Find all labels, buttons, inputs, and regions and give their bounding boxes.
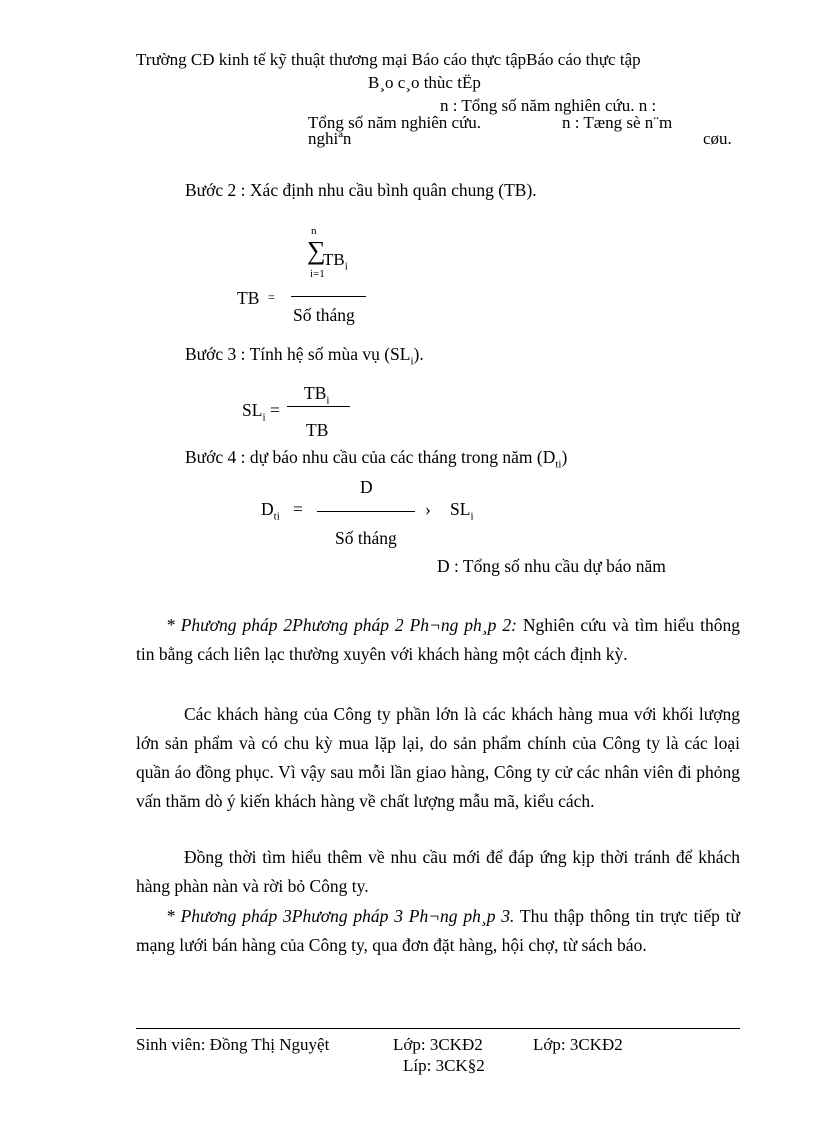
step-2-heading: Bước 2 : Xác định nhu cầu bình quân chung (TB). — [185, 180, 537, 200]
footer-divider — [136, 1028, 740, 1029]
paragraph-method-2: * Phương pháp 2Phương pháp 2 Ph¬ng ph¸p 2: Nghiên cứu và tìm hiểu thông tin bằng cách liên lạc thường xuyên với khách hàng một cách định kỳ. — [136, 615, 740, 664]
footer-class-2: Lớp: 3CKĐ2 — [533, 1035, 623, 1054]
formula3-equals: = — [293, 499, 303, 519]
footer-student: Sinh viên: Đồng Thị Nguyệt — [136, 1035, 330, 1054]
paragraph-method-3: * Phương pháp 3Phương pháp 3 Ph¬ng ph¸p 3. Thu thập thông tin trực tiếp từ mạng lưới bán hàng của Công ty, qua đơn đặt hàng, hội chợ, từ sách báo. — [136, 906, 740, 955]
formula2-denominator: TB — [306, 420, 329, 440]
header-school-line: Trường CĐ kinh tế kỹ thuật thương mại Báo cáo thực tậpBáo cáo thực tập — [136, 50, 641, 69]
formula3-lhs: $D_{ti}$ — [261, 499, 280, 523]
sigma-symbol: ∑ — [307, 236, 326, 265]
formula2-lhs: $SL_i$ = — [242, 400, 280, 424]
header-note-left-2: nghiªn — [308, 129, 352, 148]
sum-term: $TB_i$ — [323, 250, 348, 273]
formula1-denominator: Số tháng — [293, 305, 355, 325]
formula3-times: › — [425, 499, 431, 519]
step-4-heading: Bước 4 : dự báo nhu cầu của các tháng trong năm $(D_{ti})$ — [185, 447, 568, 471]
formula1-lhs: TB — [237, 288, 260, 308]
formula3-fraction-bar — [317, 511, 415, 512]
paragraph-needs: Đồng thời tìm hiểu thêm về nhu cầu mới để đáp ứng kịp thời tránh để khách hàng phàn nàn và rời bỏ Công ty. — [136, 847, 740, 896]
footer-class-3: Líp: 3CK§2 — [403, 1056, 485, 1075]
formula3-note: D : Tổng số nhu cầu dự báo năm — [437, 556, 666, 576]
sum-lower-limit: i=1 — [310, 268, 325, 280]
header-note-right: n : Tæng sè n¨m — [562, 113, 673, 132]
formula2-fraction-bar — [287, 406, 350, 407]
step-3-heading: Bước 3 : Tính hệ số mùa vụ $(SL_i)$. — [185, 344, 424, 368]
header-report-title: B¸o c¸o thùc tËp — [368, 73, 481, 92]
header-note-right-2: cøu. — [703, 129, 732, 148]
sum-upper-limit: n — [311, 225, 317, 237]
formula1-equals: = — [268, 290, 275, 304]
formula3-denominator: Số tháng — [335, 528, 397, 548]
paragraph-customers: Các khách hàng của Công ty phần lớn là các khách hàng mua với khối lượng lớn sản phẩm và có chu kỳ mua lặp lại, do sản phẩm chính của Công ty là các loại quần áo đồng phục. Vì vậy sau mỗi lần giao hàng, Công ty cử các nhân viên đi phỏng vấn thăm dò ý kiến khách hàng về chất lượng mẫu mã, kiểu cách. — [136, 704, 740, 811]
footer-class-1: Lớp: 3CKĐ2 — [393, 1035, 483, 1054]
formula3-numerator: D — [360, 477, 373, 497]
formula1-fraction-bar — [291, 296, 366, 297]
header-note-left: Tổng số năm nghiên cứu. — [308, 113, 482, 132]
header-note-line: n : Tổng số năm nghiên cứu. n : — [440, 96, 657, 115]
formula2-numerator: $TB_i$ — [304, 383, 330, 407]
formula3-rhs: $SL_i$ — [450, 499, 474, 523]
